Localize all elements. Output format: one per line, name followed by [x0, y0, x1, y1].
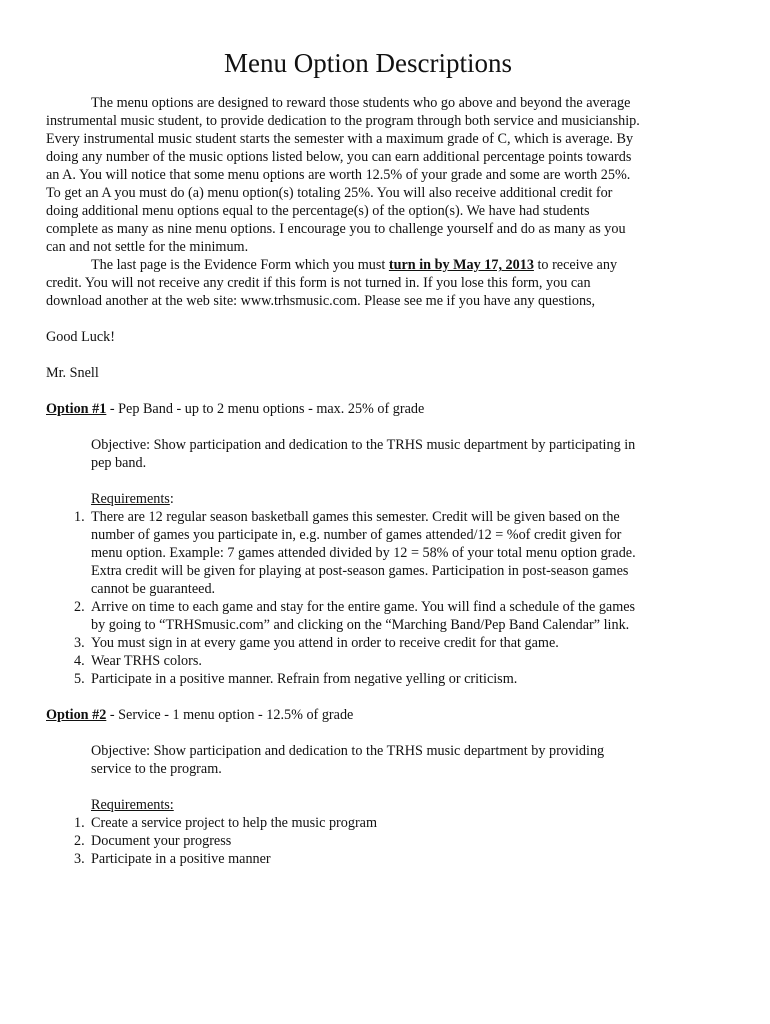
evidence-form-text-end: to receive any — [533, 257, 618, 273]
intro-line: credit. You will not receive any credit if this form is not turned in. If you lose this form, you can — [46, 275, 591, 291]
intro-line: an A. You will notice that some menu options are worth 12.5% of your grade and some are worth 25%. — [46, 167, 631, 183]
option-1-label: Option #1 — [46, 401, 107, 417]
page-title: Menu Option Descriptions — [224, 48, 512, 78]
list-item — [74, 634, 686, 652]
requirements-colon: : — [169, 491, 174, 507]
list-line: menu option. Example: 7 games attended divided by 12 = 58% of your total menu option grade. — [91, 545, 636, 561]
intro-line: To get an A you must do (a) menu option(s) totaling 25%. You will also receive additional credit for — [46, 185, 613, 201]
list-line: There are 12 regular season basketball games this semester. Credit will be given based on the — [91, 509, 620, 525]
signature-text: Mr. Snell — [46, 365, 99, 381]
list-line: number of games you participate in, e.g. number of games attended/12 = %of credit given for — [91, 527, 622, 543]
list-number: 3. — [74, 635, 85, 651]
closing-text: Good Luck! — [46, 329, 115, 345]
intro-line: download another at the web site: www.trhsmusic.com. Please see me if you have any questions, — [46, 293, 596, 309]
list-number: 1. — [74, 815, 85, 831]
list-item — [74, 670, 686, 688]
intro-line: doing additional menu options equal to the percentage(s) of the option(s). We have had students — [46, 203, 590, 219]
list-line: Create a service project to help the music program — [91, 815, 378, 831]
list-item — [74, 652, 686, 670]
list-item — [74, 814, 686, 832]
list-line: Participate in a positive manner — [91, 851, 271, 867]
list-number: 1. — [74, 509, 85, 525]
list-item — [74, 508, 686, 598]
option-2-heading-text: - Service - 1 menu option - 12.5% of grade — [106, 707, 354, 723]
deadline-text: turn in by May 17, 2013 — [388, 257, 534, 273]
option-1-heading-text: - Pep Band - up to 2 menu options - max. 25% of grade — [106, 401, 425, 417]
intro-line — [46, 256, 686, 274]
option-1-requirements-list — [46, 508, 686, 688]
list-line: Document your progress — [91, 833, 232, 849]
list-number: 2. — [74, 599, 85, 615]
option-1-requirements-label — [46, 490, 686, 508]
list-line: Participate in a positive manner. Refrain from negative yelling or criticism. — [91, 671, 518, 687]
option-1-heading — [46, 400, 686, 418]
intro-line: doing any number of the music options listed below, you can earn additional percentage points towards — [46, 149, 632, 165]
requirements-label: Requirements — [91, 491, 170, 507]
list-line: by going to “TRHSmusic.com” and clicking on the “Marching Band/Pep Band Calendar” link. — [91, 617, 630, 633]
list-number: 3. — [74, 851, 85, 867]
list-line: Extra credit will be given for playing at post-season games. Participation in post-season games — [91, 563, 629, 579]
option-2-requirements-label — [46, 796, 686, 814]
list-number: 5. — [74, 671, 85, 687]
intro-line: can and not settle for the minimum. — [46, 239, 249, 255]
option-2-heading — [46, 706, 686, 724]
evidence-form-text: The last page is the Evidence Form which you must — [91, 257, 389, 273]
intro-line: complete as many as nine menu options. I encourage you to challenge yourself and do as many as you — [46, 221, 626, 237]
intro-paragraph-2 — [46, 256, 686, 310]
objective-line: Objective: Show participation and dedication to the TRHS music department by participating in — [91, 437, 636, 453]
list-item — [74, 832, 686, 850]
document-page — [46, 46, 686, 868]
option-2-label: Option #2 — [46, 707, 107, 723]
list-number: 4. — [74, 653, 85, 669]
list-line: Arrive on time to each game and stay for the entire game. You will find a schedule of the games — [91, 599, 636, 615]
intro-line: instrumental music student, to provide dedication to the program through both service and musicianship. — [46, 113, 640, 129]
list-number: 2. — [74, 833, 85, 849]
requirements-label: Requirements: — [91, 797, 174, 813]
list-line: cannot be guaranteed. — [91, 581, 216, 597]
list-line: Wear TRHS colors. — [91, 653, 202, 669]
objective-line: Objective: Show participation and dedication to the TRHS music department by providing — [91, 743, 605, 759]
objective-line: pep band. — [91, 455, 147, 471]
intro-line: The menu options are designed to reward those students who go above and beyond the average — [91, 95, 631, 111]
list-item — [74, 598, 686, 634]
intro-paragraph-1 — [46, 94, 686, 256]
list-item — [74, 850, 686, 868]
objective-line: service to the program. — [91, 761, 222, 777]
list-line: You must sign in at every game you attend in order to receive credit for that game. — [91, 635, 559, 651]
option-2-objective — [46, 742, 686, 778]
option-2-requirements-list — [46, 814, 686, 868]
option-1-objective — [46, 436, 686, 472]
intro-line: Every instrumental music student starts the semester with a maximum grade of C, which is average. By — [46, 131, 634, 147]
